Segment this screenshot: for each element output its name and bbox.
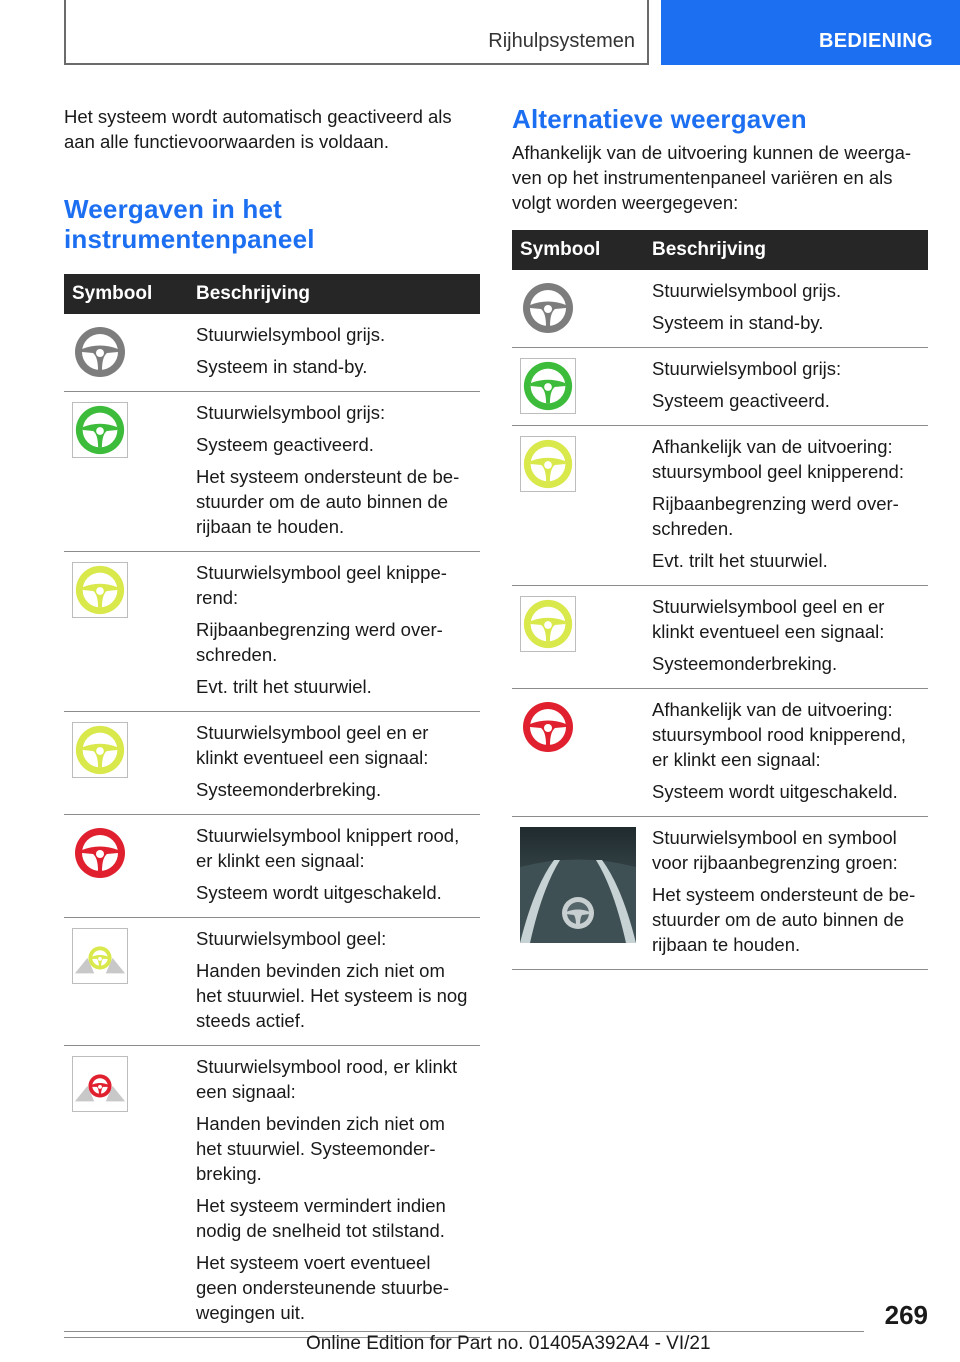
description-cell <box>644 348 928 426</box>
section-title: Rijhulpsystemen <box>488 30 635 52</box>
steering-wheel-red-icon <box>72 825 128 881</box>
symbol-cell <box>64 712 188 815</box>
description-line: Rijbaanbegrenzing werd over-schreden. <box>196 619 443 665</box>
description-line: Systeem wordt uitgeschakeld. <box>196 882 442 903</box>
description-line: Handen bevinden zich niet om het stuurwiel. Systeemonder-breking. <box>196 1113 445 1184</box>
col-header-symbol: Symbool <box>64 274 188 314</box>
symbol-cell <box>64 1046 188 1338</box>
right-column <box>512 104 928 970</box>
steering-wheel-gray-icon <box>520 280 576 336</box>
symbol-table-right <box>512 230 928 970</box>
description-line: Stuurwielsymbool knippert rood, er klinkt een signaal: <box>196 825 460 871</box>
symbol-cell <box>512 689 644 817</box>
symbol-cell <box>512 348 644 426</box>
table-row <box>512 426 928 586</box>
hands-off-red-icon <box>72 1056 128 1112</box>
table-row <box>512 586 928 689</box>
description-line: Stuurwielsymbool rood, er klinkt een signaal: <box>196 1056 458 1102</box>
description-line: Stuurwielsymbool geel: <box>196 928 387 949</box>
symbol-cell <box>512 817 644 970</box>
description-line: Afhankelijk van de uitvoering: stuursymbool geel knipperend: <box>652 436 904 482</box>
intro-paragraph: Het systeem wordt automatisch geactiveerd als aan alle functievoorwaarden is voldaan. <box>64 106 452 152</box>
col-header-symbol: Symbool <box>512 230 644 270</box>
table-row <box>512 817 928 970</box>
description-line: Evt. trilt het stuurwiel. <box>652 550 828 571</box>
steering-wheel-yellow-icon <box>72 722 128 778</box>
symbol-cell <box>512 586 644 689</box>
description-line: Handen bevinden zich niet om het stuurwiel. Het systeem is nog steeds actief. <box>196 960 468 1031</box>
symbol-cell <box>64 918 188 1046</box>
description-line: Stuurwielsymbool grijs. <box>652 280 842 301</box>
table-row <box>512 270 928 348</box>
table-header-row <box>64 274 480 314</box>
alternative-intro-paragraph: Afhankelijk van de uitvoering kunnen de weerga-ven op het instrumentenpaneel variëren en als volgt worden weergegeven: <box>512 142 912 213</box>
steering-wheel-yellow-icon <box>520 436 576 492</box>
description-cell <box>644 426 928 586</box>
col-header-description: Beschrijving <box>644 230 928 270</box>
description-line: Evt. trilt het stuurwiel. <box>196 676 372 697</box>
description-line: Stuurwielsymbool geel en er klinkt eventueel een signaal: <box>196 722 429 768</box>
description-line: Systeem geactiveerd. <box>652 390 830 411</box>
description-line: Systeem wordt uitgeschakeld. <box>652 781 898 802</box>
symbol-cell <box>512 426 644 586</box>
description-cell <box>644 270 928 348</box>
description-line: Stuurwielsymbool en symbool voor rijbaanbegrenzing groen: <box>652 827 898 873</box>
description-cell <box>188 918 480 1046</box>
table-row <box>64 712 480 815</box>
chapter-tab[interactable] <box>661 0 960 65</box>
header-section-box <box>64 0 649 65</box>
description-cell <box>644 689 928 817</box>
col-header-description: Beschrijving <box>188 274 480 314</box>
description-line: Stuurwielsymbool grijs: <box>652 358 842 379</box>
steering-wheel-gray-icon <box>72 324 128 380</box>
description-cell <box>188 392 480 552</box>
steering-wheel-red-icon <box>520 699 576 755</box>
footer-divider <box>64 1331 864 1332</box>
symbol-cell <box>64 392 188 552</box>
lane-display-green-icon <box>520 827 636 943</box>
steering-wheel-green-icon <box>72 402 128 458</box>
description-line: Het systeem voert eventueel geen ondersteunende stuurbe-wegingen uit. <box>196 1252 450 1323</box>
table-row <box>64 815 480 918</box>
section-heading-instrument-panel <box>64 194 480 254</box>
table-row <box>64 314 480 392</box>
description-cell <box>188 314 480 392</box>
description-line: Stuurwielsymbool grijs: <box>196 402 386 423</box>
steering-wheel-yellow-icon <box>520 596 576 652</box>
description-cell <box>188 552 480 712</box>
table-header-row <box>512 230 928 270</box>
symbol-table-left <box>64 274 480 1338</box>
description-line: Systeemonderbreking. <box>196 779 382 800</box>
description-line: Systeem geactiveerd. <box>196 434 374 455</box>
table-row <box>64 552 480 712</box>
description-line: Het systeem ondersteunt de be-stuurder om de auto binnen de rijbaan te houden. <box>196 466 460 537</box>
section-heading-alternative: Alternatieve weergaven <box>512 104 807 134</box>
heading-line-2: instrumentenpaneel <box>64 224 315 254</box>
description-cell <box>644 817 928 970</box>
table-row <box>64 392 480 552</box>
chapter-tab-label: BEDIENING <box>819 30 933 52</box>
description-cell <box>188 815 480 918</box>
description-line: Systeem in stand-by. <box>196 356 368 377</box>
description-cell <box>188 1046 480 1338</box>
symbol-cell <box>64 552 188 712</box>
steering-wheel-green-icon <box>520 358 576 414</box>
table-row <box>64 1046 480 1338</box>
heading-line-1: Weergaven in het <box>64 194 283 224</box>
table-row <box>64 918 480 1046</box>
description-line: Stuurwielsymbool geel en er klinkt eventueel een signaal: <box>652 596 885 642</box>
description-line: Het systeem ondersteunt de be-stuurder om de auto binnen de rijbaan te houden. <box>652 884 916 955</box>
description-line: Stuurwielsymbool grijs. <box>196 324 386 345</box>
edition-text: Online Edition for Part no. 01405A392A4 - VI/21 <box>306 1333 711 1354</box>
description-line: Systeemonderbreking. <box>652 653 838 674</box>
description-cell <box>644 586 928 689</box>
description-cell <box>188 712 480 815</box>
description-line: Het systeem vermindert indien nodig de snelheid tot stilstand. <box>196 1195 446 1241</box>
symbol-cell <box>64 815 188 918</box>
steering-wheel-yellow-icon <box>72 562 128 618</box>
description-line: Rijbaanbegrenzing werd over-schreden. <box>652 493 899 539</box>
hands-off-yellow-icon <box>72 928 128 984</box>
description-line: Systeem in stand-by. <box>652 312 824 333</box>
symbol-cell <box>512 270 644 348</box>
table-row <box>512 348 928 426</box>
symbol-cell <box>64 314 188 392</box>
left-column <box>64 104 480 1338</box>
description-line: Stuurwielsymbool geel knippe-rend: <box>196 562 447 608</box>
description-line: Afhankelijk van de uitvoering: stuursymbool rood knipperend, er klinkt een signaal: <box>652 699 907 770</box>
page-number: 269 <box>884 1300 928 1330</box>
table-row <box>512 689 928 817</box>
